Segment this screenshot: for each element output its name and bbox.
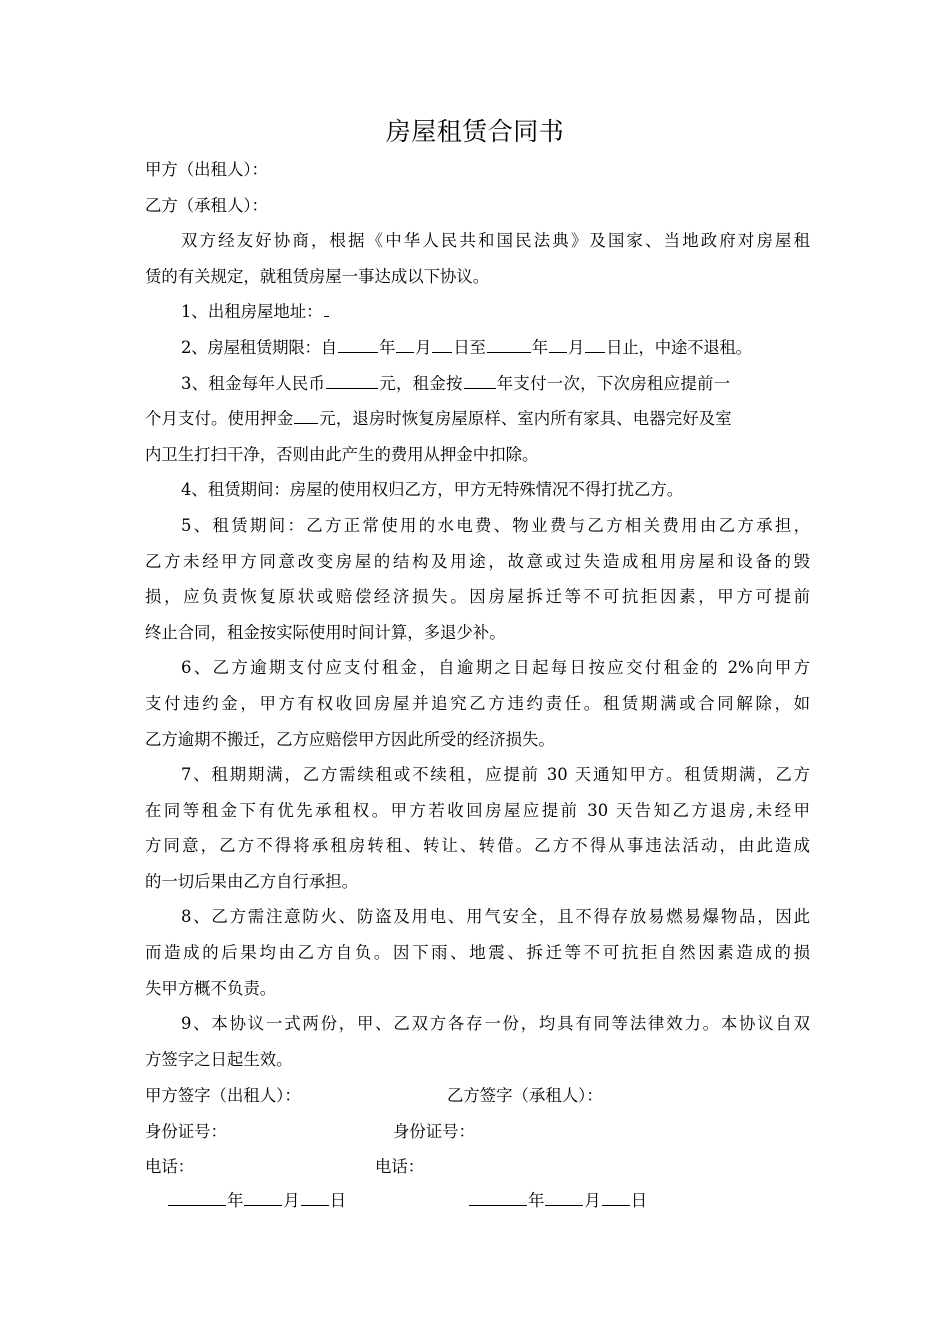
- clause-6-line-2: 支付违约金，甲方有权收回房屋并追究乙方违约责任。租赁期满或合同解除，如: [145, 693, 810, 713]
- intro-line-2: 赁的有关规定，就租赁房屋一事达成以下协议。: [145, 266, 490, 286]
- clause-8-line-3: 失甲方概不负责。: [145, 978, 277, 998]
- clause-7-line-2: 在同等租金下有优先承租权。甲方若收回房屋应提前 30 天告知乙方退房,未经甲: [145, 800, 810, 820]
- party-a-year-blank[interactable]: [168, 1188, 226, 1206]
- clause-7-line-1: 7、租期期满，乙方需续租或不续租，应提前 30 天通知甲方。租赁期满，乙方: [181, 765, 810, 785]
- deposit-blank[interactable]: [294, 406, 318, 424]
- contract-body: [145, 152, 810, 1077]
- party-b-day-blank[interactable]: [602, 1188, 630, 1206]
- party-a-month-blank[interactable]: [244, 1188, 282, 1206]
- clause-2: 2、房屋租赁期限：自 年 月 日至 年 月 日止，中途不退租。: [145, 330, 810, 366]
- clause-1-label: 1、出租房屋地址：: [181, 302, 323, 322]
- party-a-id-label: 身份证号：: [145, 1122, 227, 1141]
- clause-5-line-1: 5、租赁期间：乙方正常使用的水电费、物业费与乙方相关费用由乙方承担，: [181, 515, 810, 535]
- clause-1: [145, 294, 810, 330]
- party-a-day-blank[interactable]: [301, 1188, 329, 1206]
- address-blank[interactable]: [324, 299, 329, 317]
- end-year-blank[interactable]: [487, 335, 531, 353]
- pay-period-blank[interactable]: [464, 371, 496, 389]
- party-a-date: 年 月 日: [167, 1188, 346, 1213]
- clause-6-line-3: 乙方逾期不搬迁，乙方应赔偿甲方因此所受的经济损失。: [145, 729, 555, 749]
- party-b-label: 乙方（承租人）：: [145, 195, 268, 215]
- clause-3-line-1: 3、租金每年人民币 元，租金按 年支付一次，下次房租应提前一: [145, 366, 810, 402]
- party-b-phone-label: 电话：: [375, 1157, 425, 1176]
- party-a-phone-label: 电话：: [145, 1157, 195, 1176]
- clause-7-line-3: 方同意，乙方不得将承租房转租、转让、转借。乙方不得从事违法活动，由此造成: [145, 836, 810, 856]
- contract-title: 房屋租赁合同书: [385, 117, 565, 146]
- start-day-blank[interactable]: [432, 335, 452, 353]
- party-b-id-label: 身份证号：: [393, 1122, 475, 1141]
- party-a-signature-label: 甲方签字（出租人）：: [145, 1086, 301, 1105]
- clause-5-line-3: 损，应负责恢复原状或赔偿经济损失。因房屋拆迁等不可抗拒因素，甲方可提前: [145, 587, 810, 607]
- party-a-label: 甲方（出租人）：: [145, 160, 268, 179]
- clause-5-line-4: 终止合同，租金按实际使用时间计算，多退少补。: [145, 622, 506, 642]
- party-b-month-blank[interactable]: [545, 1188, 583, 1206]
- party-b-signature-label: 乙方签字（承租人）：: [447, 1086, 603, 1105]
- clause-8-line-1: 8、乙方需注意防火、防盗及用电、用气安全，且不得存放易燃易爆物品，因此: [181, 907, 810, 927]
- clause-7-line-4: 的一切后果由乙方自行承担。: [145, 871, 359, 891]
- clause-3-line-2: 个月支付。使用押金 元，退房时恢复房屋原样、室内所有家具、电器完好及室: [145, 401, 810, 437]
- intro-line-1: 双方经友好协商，根据《中华人民共和国民法典》及国家、当地政府对房屋租: [181, 231, 810, 251]
- clause-4: 4、租赁期间：房屋的使用权归乙方，甲方无特殊情况不得打扰乙方。: [181, 480, 684, 500]
- clause-9-line-2: 方签字之日起生效。: [145, 1049, 293, 1069]
- end-month-blank[interactable]: [549, 335, 567, 353]
- start-month-blank[interactable]: [396, 335, 414, 353]
- party-b-year-blank[interactable]: [469, 1188, 527, 1206]
- clause-5-line-2: 乙方未经甲方同意改变房屋的结构及用途，故意或过失造成租用房屋和设备的毁: [145, 551, 810, 571]
- clause-9-line-1: 9、本协议一式两份，甲、乙双方各存一份，均具有同等法律效力。本协议自双: [181, 1014, 810, 1034]
- clause-6-line-1: 6、乙方逾期支付应支付租金，自逾期之日起每日按应交付租金的 2%向甲方: [181, 658, 810, 678]
- clause-3-line-3: 内卫生打扫干净，否则由此产生的费用从押金中扣除。: [145, 444, 539, 464]
- start-year-blank[interactable]: [338, 335, 378, 353]
- party-b-date: 年 月 日: [468, 1188, 647, 1213]
- rent-amount-blank[interactable]: [326, 371, 378, 389]
- clause-8-line-2: 而造成的后果均由乙方自负。因下雨、地震、拆迁等不可抗拒自然因素造成的损: [145, 943, 810, 963]
- end-day-blank[interactable]: [585, 335, 605, 353]
